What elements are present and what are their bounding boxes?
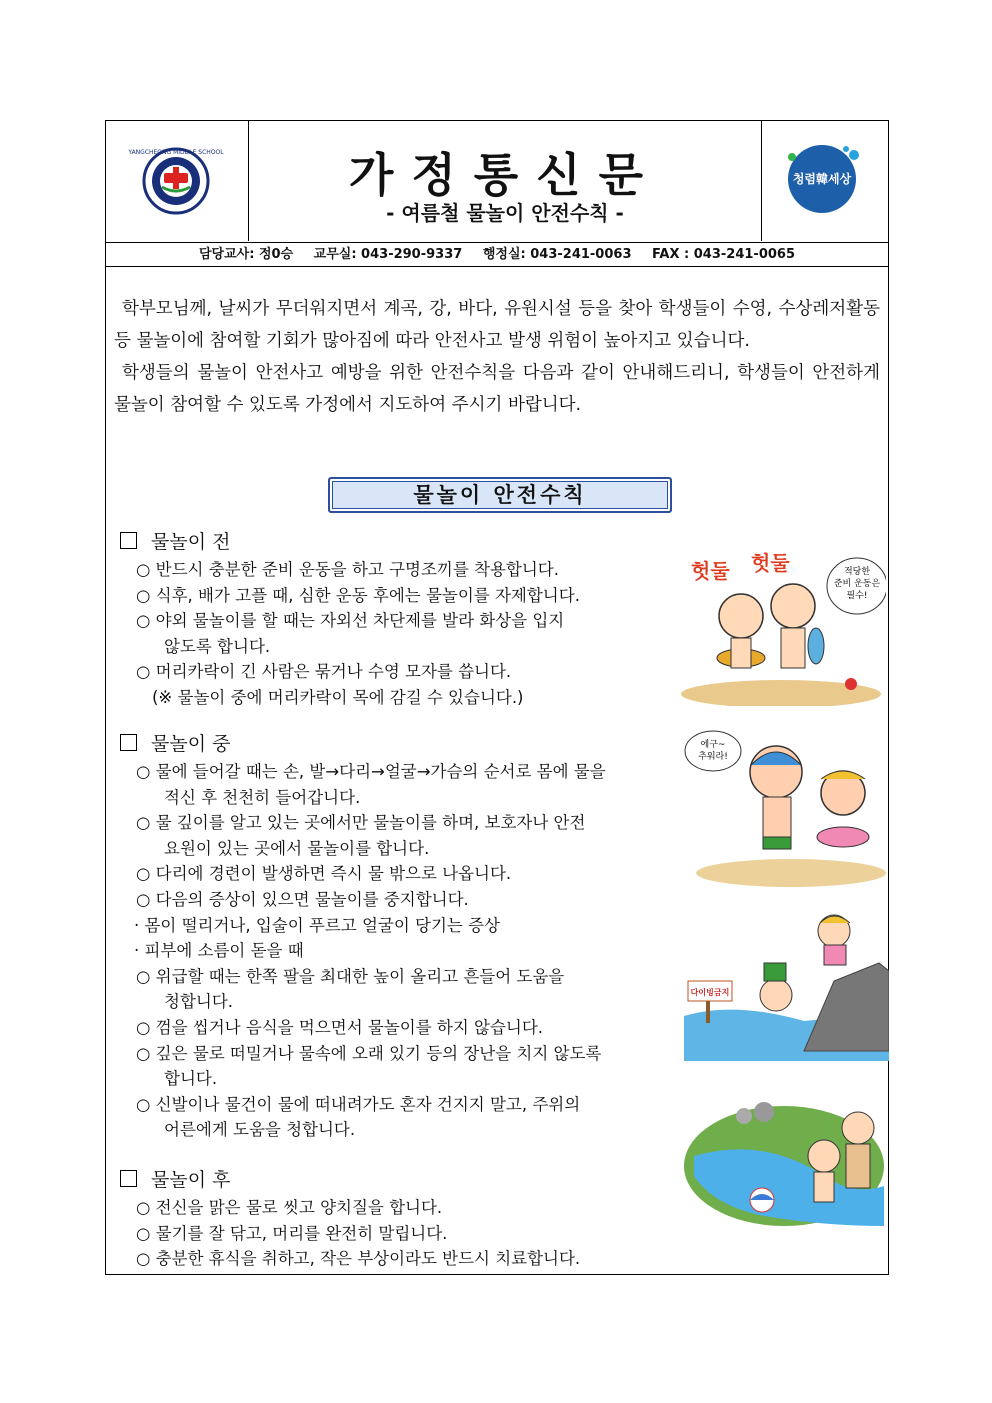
cartoon-text-2: 헛둘 — [751, 551, 790, 575]
list-item: ○ 깊은 물로 떠밀거나 물속에 오래 있기 등의 장난을 치지 않도록 — [136, 1043, 602, 1063]
cartoon-text-1: 헛둘 — [691, 559, 730, 583]
stream-cartoon — [684, 1076, 889, 1236]
checkbox-square-icon — [120, 532, 137, 549]
checkbox-square-icon — [120, 734, 137, 751]
page-subtitle: - 여름철 물놀이 안전수칙 - — [386, 201, 624, 225]
section-before-title: 물놀이 전 — [151, 531, 231, 553]
brand-logo-text: 청렴韓세상 — [792, 172, 852, 186]
list-item: ○ 다음의 증상이 있으면 물놀이를 중지합니다. — [136, 889, 469, 909]
list-item: ○ 껌을 씹거나 음식을 먹으면서 물놀이를 하지 않습니다. — [136, 1017, 544, 1037]
list-item: ○ 전신을 맑은 물로 씻고 양치질을 합니다. — [136, 1198, 443, 1217]
after-list — [136, 1195, 676, 1272]
fax-number: FAX : 043-241-0065 — [652, 247, 795, 262]
list-item: ○ 물에 들어갈 때는 손, 발→다리→얼굴→가슴의 순서로 몸에 물을 — [136, 762, 606, 781]
diving-cartoon — [684, 901, 889, 1061]
document-frame — [105, 120, 889, 1275]
list-item: ○ 반드시 충분한 준비 운동을 하고 구명조끼를 착용합니다. — [136, 560, 559, 579]
intro-text — [114, 293, 880, 421]
section-during-heading — [120, 729, 230, 756]
office-phone: 교무실: 043-290-9337 — [313, 247, 463, 262]
diving-sign-text: 다이빙금지 — [690, 988, 730, 997]
list-item: ○ 식후, 배가 고플 때, 심한 운동 후에는 물놀이를 자제합니다. — [136, 585, 580, 605]
list-item: 합니다. — [164, 1069, 218, 1089]
school-logo-cell — [106, 121, 249, 241]
list-item: ○ 물 깊이를 알고 있는 곳에서만 물놀이를 하며, 보호자나 안전 — [136, 813, 586, 833]
rules-banner: 물놀이 안전수칙 — [328, 477, 672, 513]
list-item: ○ 야외 물놀이를 할 때는 자외선 차단제를 발라 화상을 입지 — [136, 611, 565, 631]
teacher-info: 담당교사: 정0승 — [199, 247, 294, 262]
page-title: 가정통신문 — [348, 148, 662, 202]
intro-paragraph-1: 학부모님께, 날씨가 무더워지면서 계곡, 강, 바다, 유원시설 등을 찾아 학생들이 수영, 수상레저활동 등 물놀이에 참여할 기회가 많아짐에 따라 안전사고 발생 위험이 높아지고 있습니다. — [114, 299, 880, 351]
brand-logo — [762, 121, 889, 241]
list-item-note: (※ 물놀이 중에 머리카락이 목에 감길 수 있습니다.) — [152, 687, 524, 707]
cold-cartoon — [681, 727, 886, 887]
list-item: ○ 충분한 휴식을 취하고, 작은 부상이라도 반드시 치료합니다. — [136, 1249, 581, 1269]
list-item: ○ 머리카락이 긴 사람은 묶거나 수영 모자를 씁니다. — [136, 662, 512, 682]
warmup-cartoon — [681, 546, 886, 706]
section-after-heading — [120, 1165, 230, 1192]
list-item: 요원이 있는 곳에서 물놀이를 합니다. — [164, 838, 430, 858]
section-before-heading — [120, 527, 230, 554]
brand-logo-cell — [761, 121, 888, 241]
list-item-bullet: · 피부에 소름이 돋을 때 — [134, 941, 304, 961]
section-after-title: 물놀이 후 — [151, 1169, 231, 1191]
list-item: 적신 후 천천히 들어갑니다. — [164, 787, 361, 807]
list-item: 어른에게 도움을 청합니다. — [164, 1120, 356, 1140]
list-item: ○ 다리에 경련이 발생하면 즉시 물 밖으로 나옵니다. — [136, 864, 512, 884]
school-logo — [106, 121, 249, 241]
list-item: 청합니다. — [164, 992, 234, 1012]
list-item: 않도록 합니다. — [164, 636, 271, 656]
header — [106, 121, 888, 243]
during-list — [136, 759, 676, 1143]
list-item-bullet: · 몸이 떨리거나, 입술이 푸르고 얼굴이 당기는 증상 — [134, 915, 500, 935]
contact-line — [106, 243, 888, 267]
cartoon-bubble-2: 에구~ 추워라! — [698, 740, 728, 762]
list-item: ○ 위급할 때는 한쪽 팔을 최대한 높이 올리고 흔들어 도움을 — [136, 966, 565, 986]
school-logo-text: YANGCHEONG MIDDLE SCHOOL — [128, 149, 224, 156]
before-list — [136, 557, 676, 711]
checkbox-square-icon — [120, 1170, 137, 1187]
admin-phone: 행정실: 043-241-0063 — [482, 247, 632, 262]
section-during-title: 물놀이 중 — [151, 733, 231, 755]
list-item: ○ 물기를 잘 닦고, 머리를 완전히 말립니다. — [136, 1223, 448, 1243]
list-item: ○ 신발이나 물건이 물에 떠내려가도 혼자 건지지 말고, 주위의 — [136, 1094, 581, 1114]
cartoon-bubble-1: 적당한 준비 운동은 필수! — [833, 567, 881, 601]
intro-paragraph-2: 학생들의 물놀이 안전사고 예방을 위한 안전수칙을 다음과 같이 안내해드리니, 학생들이 안전하게 물놀이 참여할 수 있도록 가정에서 지도하여 주시기 바랍니다. — [114, 363, 880, 415]
